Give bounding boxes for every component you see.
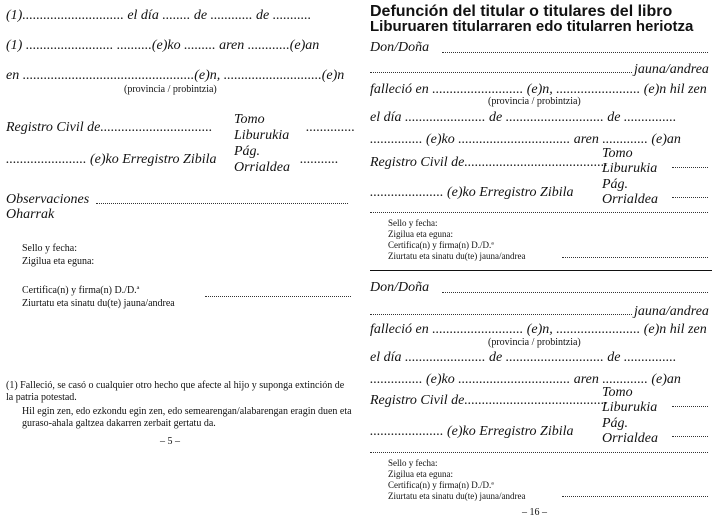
observaciones-dots: [370, 212, 708, 213]
sello-label: Sello y fecha:: [388, 458, 438, 468]
date-line: (1)............................. el día ........ de ............ de ...........: [6, 8, 312, 23]
observaciones-label: Observaciones: [6, 192, 90, 207]
footnote-eu: Hil egin zen, edo ezkondu egin zen, edo semearengan/alabarengan eragin duen eta guraso-ahala galtzea dakarren zerbait gertatu da.: [22, 406, 352, 429]
right-page: [362, 0, 720, 521]
observaciones-dots: [96, 203, 348, 204]
liburukia-label: Liburukia: [602, 400, 658, 415]
liburukia-label: Liburukia: [234, 128, 290, 143]
ziurtatu-label: Ziurtatu eta sinatu du(te) jauna/andrea: [22, 298, 175, 309]
fallecio-line: falleció en .......................... (e)n, ........................ (e)n hil zen: [370, 322, 707, 337]
certifica-label: Certifica(n) y firma(n) D./D.ª: [22, 285, 140, 296]
liburukia-label: Liburukia: [602, 161, 658, 176]
signature-dots: [205, 296, 351, 297]
zigilua-label: Zigilua eta eguna:: [388, 469, 453, 479]
jauna-label: jauna/andrea: [634, 62, 709, 77]
orrialdea-label: Orrialdea: [602, 192, 658, 207]
zigilua-label: Zigilua eta eguna:: [388, 229, 453, 239]
tomo-dots: [672, 167, 708, 168]
pag-dots: ...........: [300, 152, 339, 167]
pag-dots: [672, 436, 708, 437]
pag-label: Pág.: [602, 416, 629, 431]
ziurtatu-label: Ziurtatu eta sinatu du(te) jauna/andrea: [388, 251, 526, 261]
don-label: Don/Doña: [370, 280, 430, 295]
pag-label: Pág.: [234, 144, 261, 159]
eldia-line: el día ....................... de ............................ de ...............: [370, 350, 677, 365]
date-line-eu: (1) ......................... ..........(e)ko ......... aren ............(e)an: [6, 38, 320, 53]
don-label: Don/Doña: [370, 40, 430, 55]
province-label: (provincia / probintzia): [124, 84, 217, 95]
jauna-dots: [370, 72, 632, 73]
don-dots: [442, 292, 708, 293]
oharrak-label: Oharrak: [6, 207, 55, 222]
page-number-left: – 5 –: [160, 436, 180, 447]
certifica-label: Certifica(n) y firma(n) D./D.ª: [388, 480, 494, 490]
registro-eu-line: ..................... (e)ko Erregistro Zibila: [370, 424, 574, 439]
zigilua-label: Zigilua eta eguna:: [22, 256, 95, 267]
page-number-right: – 16 –: [522, 507, 547, 518]
fallecio-line: falleció en .......................... (e)n, ........................ (e)n hil zen: [370, 82, 707, 97]
province-label: (provincia / probintzia): [488, 96, 581, 107]
observaciones-dots: [370, 452, 708, 453]
pag-label: Pág.: [602, 177, 629, 192]
orrialdea-label: Orrialdea: [602, 431, 658, 446]
province-label: (provincia / probintzia): [488, 337, 581, 348]
tomo-label: Tomo: [602, 385, 633, 400]
tomo-dots: [672, 406, 708, 407]
sello-label: Sello y fecha:: [22, 243, 77, 254]
ziurtatu-label: Ziurtatu eta sinatu du(te) jauna/andrea: [388, 491, 526, 501]
signature-dots: [562, 257, 708, 258]
registro-line: Registro Civil de.........................................: [370, 393, 608, 408]
orrialdea-label: Orrialdea: [234, 160, 290, 175]
registro-line: Registro Civil de................................: [6, 120, 213, 135]
tomo-label: Tomo: [602, 146, 633, 161]
sello-label: Sello y fecha:: [388, 218, 438, 228]
footnote-es: (1) Falleció, se casó o cualquier otro hecho que afecte al hijo y suponga extinción de la patria potestad.: [6, 380, 345, 403]
pag-dots: [672, 197, 708, 198]
registro-eu-line: ..................... (e)ko Erregistro Zibila: [370, 185, 574, 200]
title-eu: Liburuaren titularraren edo titularren heriotza: [370, 18, 694, 35]
section-divider: [370, 270, 712, 271]
signature-dots: [562, 496, 708, 497]
jauna-dots: [370, 314, 632, 315]
registro-line: Registro Civil de.........................................: [370, 155, 608, 170]
registro-eu-line: ....................... (e)ko Erregistro Zibila: [6, 152, 217, 167]
tomo-label: Tomo: [234, 112, 265, 127]
don-dots: [442, 52, 708, 53]
jauna-label: jauna/andrea: [634, 304, 709, 319]
tomo-dots: ..............: [306, 120, 355, 135]
place-line: en .................................................(e)n, ............................(e)n: [6, 68, 345, 83]
certifica-label: Certifica(n) y firma(n) D./D.ª: [388, 240, 494, 250]
eldia-line: el día ....................... de ............................ de ...............: [370, 110, 677, 125]
ekoaren-line: ............... (e)ko ................................ aren ............. (e)an: [370, 372, 681, 387]
title-es: Defunción del titular o titulares del libro: [370, 3, 673, 20]
left-page: [0, 0, 358, 521]
ekoaren-line: ............... (e)ko ................................ aren ............. (e)an: [370, 132, 681, 147]
